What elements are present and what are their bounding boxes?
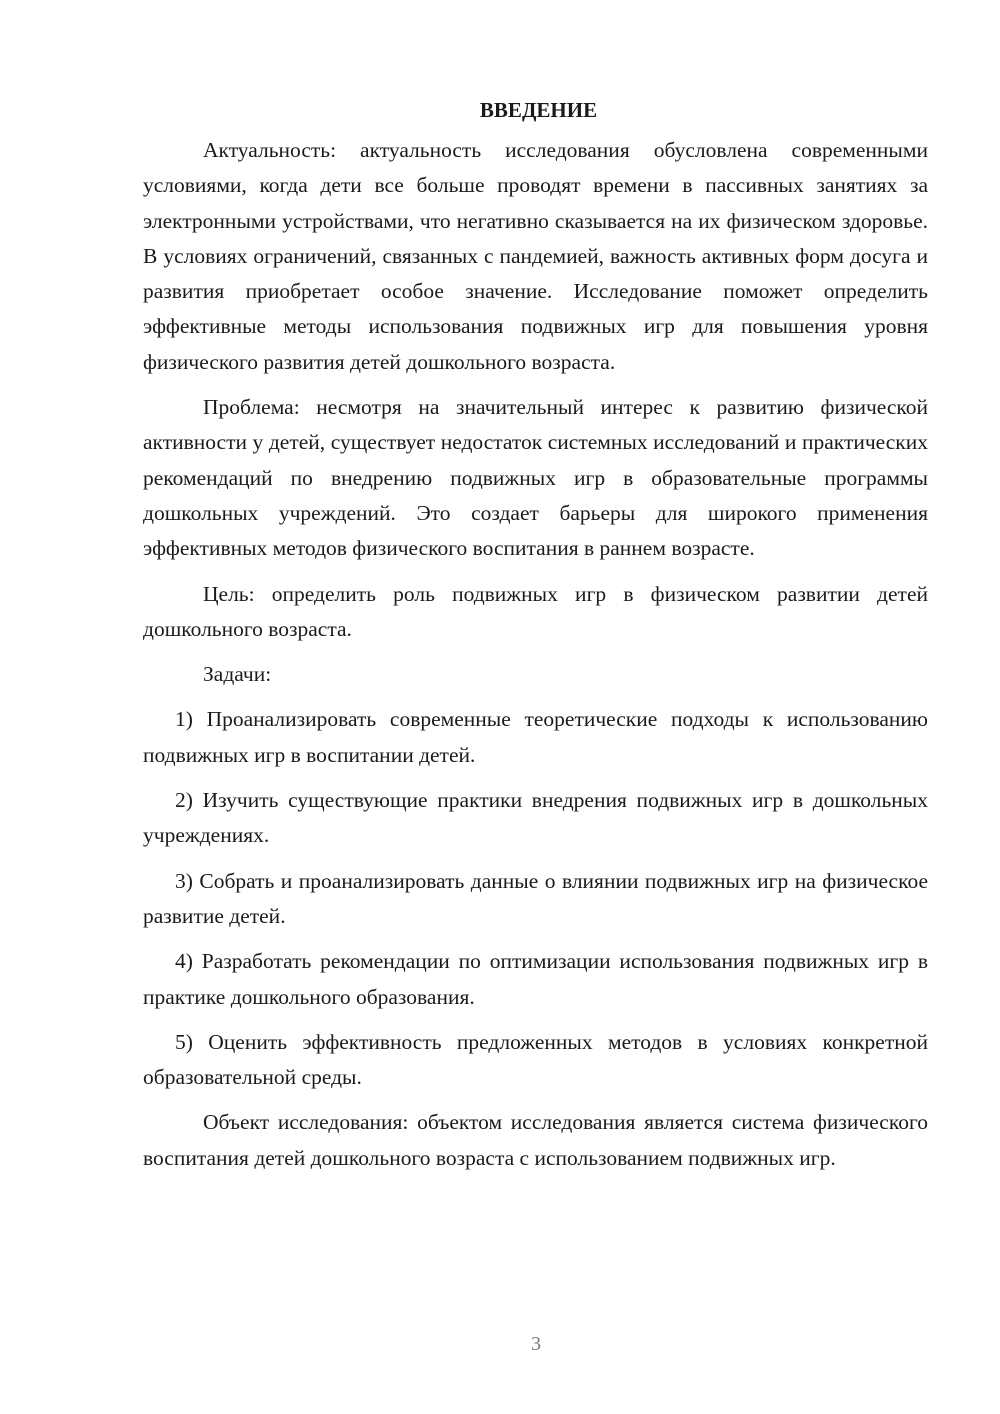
problem-paragraph: Проблема: несмотря на значительный интерес к развитию физической активности у детей, существует недостаток системных исследований и практических рекомендаций по внедрению подвижных игр в образовательные программы дошкольных учреждений. Это создает барьеры для широкого применения эффективных методов физического воспитания в раннем возрасте.: [143, 395, 928, 561]
tasks-label: Задачи:: [203, 662, 272, 687]
task-item: 4) Разработать рекомендации по оптимизации использования подвижных игр в практике дошкольного образования.: [143, 949, 928, 1009]
section-heading: ВВЕДЕНИЕ: [479, 98, 598, 122]
document-page: [143, 92, 928, 1186]
relevance-paragraph: Актуальность: актуальность исследования обусловлена современными условиями, когда дети все больше проводят времени в пассивных занятиях за электронными устройствами, что негативно сказывается на их физическом здоровье. В условиях ограничений, связанных с пандемией, важность активных форм досуга и развития приобретает особое значение. Исследование поможет определить эффективные методы использования подвижных игр для повышения уровня физического развития детей дошкольного возраста.: [143, 138, 928, 374]
page-number: 3: [531, 1333, 541, 1355]
object-paragraph: Объект исследования: объектом исследования является система физического воспитания детей дошкольного возраста с использованием подвижных игр.: [143, 1110, 928, 1170]
task-item: 2) Изучить существующие практики внедрения подвижных игр в дошкольных учреждениях.: [143, 788, 928, 848]
goal-paragraph: Цель: определить роль подвижных игр в физическом развитии детей дошкольного возраста.: [143, 581, 928, 641]
task-item: 5) Оценить эффективность предложенных методов в условиях конкретной образовательной среды.: [143, 1029, 928, 1090]
task-item: 1) Проанализировать современные теоретические подходы к использованию подвижных игр в воспитании детей.: [143, 707, 928, 767]
task-item: 3) Собрать и проанализировать данные о влиянии подвижных игр на физическое развитие детей.: [143, 868, 928, 928]
